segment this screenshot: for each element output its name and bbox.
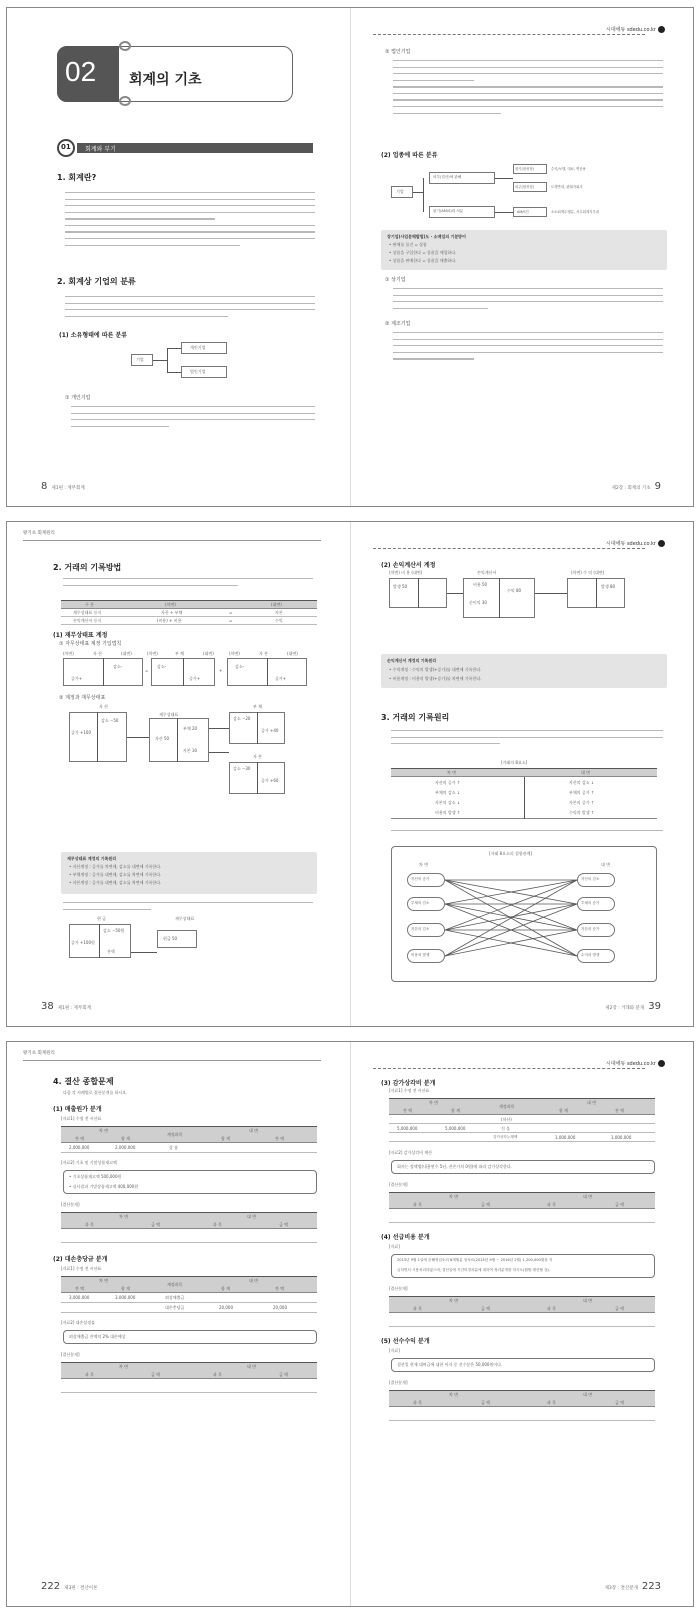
table-header: 합 계: [221, 1136, 230, 1141]
note-item: • 자본계정 : 증가를 대변에, 감소를 차변에 기록한다.: [69, 880, 162, 885]
table-cell: 수익의 발생 ↑: [569, 810, 595, 815]
note-title: 손익계산서 계정의 기록원리: [387, 658, 437, 663]
table-cell: 자본의 감소 ↓: [435, 800, 461, 805]
t-divider: [257, 762, 258, 794]
table-row: [61, 1303, 317, 1313]
data-item: • 기초상품재고액 500,000원: [69, 1174, 122, 1179]
table-header: 과 목: [85, 1372, 94, 1377]
diagram-note: 소소회제수행분, 서무회계지부대: [551, 210, 600, 214]
t-head: (대변): [287, 651, 298, 656]
page-39: [351, 522, 694, 1026]
data-label: [자료]: [389, 1244, 400, 1249]
table-header: 대 변: [583, 1298, 592, 1303]
table-cell: 1,000,000: [611, 1135, 632, 1140]
table-header: 잔 액: [275, 1136, 284, 1141]
table-cell: 2,000,000: [115, 1145, 136, 1150]
t-cell: 감소 −30: [233, 766, 251, 771]
table-header: 금 액: [481, 1400, 490, 1405]
data-label: [자료1] 수정 전 시산표: [389, 1088, 430, 1093]
table-cell: 3,000,000: [115, 1295, 136, 1300]
connector: [423, 178, 424, 212]
running-head-line: [23, 1060, 321, 1061]
t-cell: 감소 −50원: [103, 928, 125, 933]
table-row: [61, 617, 317, 625]
table-header: 차 변: [449, 1298, 458, 1303]
intro-text: 다음 각 사례별로 결산분개를 하시오.: [63, 1090, 128, 1095]
table-cell: 재무상태표 등식: [73, 610, 102, 615]
table-cell: 대손충당금: [165, 1305, 185, 1310]
table-cell: 20,000: [219, 1305, 233, 1310]
diagram-node-label: 외주(합성형): [515, 185, 535, 189]
table-cell: 감가상각누계액: [493, 1135, 518, 1139]
table-row: [389, 1115, 655, 1124]
heading-recording-principle: 3. 거래의 기록원리: [381, 713, 450, 722]
table-cell: 상 품: [169, 1145, 178, 1150]
page-number: 8 제1편 : 재무회계: [41, 481, 85, 492]
diagram-node-label: 자본의 증가: [581, 927, 600, 931]
data-item: 2015년 9월 1일에 본해영업소의 6개월분 임차료(2015년 9월 ~ 2016년 2월) 1,200,000원을 지: [397, 1258, 553, 1262]
bs-cell: 자본 30: [183, 748, 198, 753]
is-cell: 수익 80: [507, 588, 522, 593]
t-cell: 증가+: [275, 676, 287, 681]
table-header: 합 계: [221, 1286, 230, 1291]
data-item: 회사는 정액법(내용연수 5년, 잔존가치 0원)에 따라 감가상각한다.: [397, 1164, 512, 1169]
table-cell: 부채의 감소 ↓: [435, 790, 461, 795]
is-cell: 순이익 30: [469, 600, 487, 605]
trial-balance-table: [61, 1276, 317, 1313]
table-cell: (차산): [501, 1117, 512, 1122]
table-header: 대 변: [583, 1392, 592, 1397]
arrow-line: [127, 737, 149, 738]
answer-table: [61, 1362, 317, 1393]
t-head: (대변): [121, 651, 132, 656]
t-cell: 감소-: [113, 664, 123, 669]
paragraph-lines: [63, 578, 313, 591]
answer-row[interactable]: [389, 1407, 655, 1421]
trial-balance-table: [61, 1126, 317, 1153]
account-label: (차변) 비 용 (대변): [389, 570, 423, 575]
trial-balance-table: [389, 1098, 655, 1142]
diagram-root-label: 기업: [136, 357, 144, 362]
table-header: 계정과목: [499, 1104, 515, 1109]
question-heading: (3) 감가상각비 분개: [381, 1080, 436, 1087]
table-caption: [거래의 8요소]: [501, 760, 528, 765]
answer-row[interactable]: [61, 1379, 317, 1393]
data-item: • 실사결과 기말상품재고액 400,000원: [69, 1184, 139, 1189]
page-number: 제2장 : 회계의 기초 9: [611, 481, 661, 492]
item-corporate: ② 법인기업: [385, 49, 411, 55]
question-heading: (1) 매출원가 분개: [53, 1106, 102, 1113]
table-cell: =: [229, 618, 233, 623]
heading-closing-problems: 4. 결산 종합문제: [53, 1077, 114, 1086]
table-header: 금 액: [279, 1372, 288, 1377]
table-cell: 자본: [275, 610, 283, 615]
table-cell: 20,000: [273, 1305, 287, 1310]
table-header: 금 액: [615, 1400, 624, 1405]
table-header: 대 변: [581, 770, 590, 775]
table-header: 차 변: [449, 1392, 458, 1397]
diagram-node-label: 부채의 증가: [581, 901, 600, 905]
table-row: [61, 1143, 317, 1153]
answer-table: [389, 1192, 655, 1223]
account-label: 재무상태표: [175, 916, 195, 921]
spread-2: [6, 521, 694, 1027]
t-divider: [177, 718, 178, 762]
page-9: [351, 8, 694, 506]
t-cell: 감소-: [157, 664, 167, 669]
bs-cell: 부채 20: [183, 726, 198, 731]
running-head: 왕기초 회계원리: [23, 1051, 55, 1056]
table-header: 과 목: [213, 1222, 222, 1227]
diagram-node-label: AM/S진: [517, 210, 529, 214]
diagram-caption: [거래 8요소의 결합관계]: [489, 851, 532, 856]
item-individual: ① 개인기업: [65, 395, 91, 401]
note-item: • 판매를 물건 = 상품: [389, 242, 427, 247]
item-merchandising: ① 상기업: [385, 277, 406, 283]
answer-label: [결산분개]: [389, 1286, 408, 1291]
data-label: [자료]: [389, 1348, 400, 1353]
diagram-node-label: 개인기업: [190, 345, 206, 350]
chapter-number: 02: [65, 56, 97, 87]
table-cell: 1,000,000: [555, 1135, 576, 1140]
note-item: • 자산계정 : 증가를 차변에, 감소를 대변에 기록한다.: [69, 864, 162, 869]
t-head: 자 본: [259, 651, 268, 656]
running-head: 왕기초 회계원리: [23, 531, 55, 536]
table-header: 차 변: [449, 1194, 458, 1199]
paragraph-lines: [65, 192, 315, 251]
note-item: • 상품을 판매한다 = 상품을 매출하다.: [389, 258, 457, 263]
t-cell: 발생 80: [601, 584, 616, 589]
binder-ring: [119, 96, 131, 106]
equation-table: [61, 600, 317, 625]
sub-heading: (1) 재무상태표 계정: [53, 632, 108, 639]
diagram-node-label: 자본의 감소: [411, 927, 430, 931]
page-223: [351, 1042, 694, 1606]
note-item: • 부채계정 : 증가를 대변에, 감소를 차변에 기록한다.: [69, 872, 162, 877]
table-header: 잔 액: [75, 1136, 84, 1141]
diagram-node-label: 판기(AM/S)대 처분: [433, 209, 464, 213]
table-header: 대 변: [587, 1100, 596, 1105]
table-header: 차 변: [99, 1128, 108, 1133]
account-label: 자 본: [253, 754, 262, 759]
question-heading: (5) 선수수익 분개: [381, 1338, 430, 1345]
account-label: 손익계산서: [477, 570, 497, 575]
heading-classification: 2. 회계상 기업의 분류: [57, 277, 136, 286]
table-header: 금 액: [481, 1202, 490, 1207]
table-cell: 자산의 증가 ↑: [435, 780, 461, 785]
diagram-note: 도생반대, 판래자회사: [551, 185, 583, 189]
t-cell: 증가 +100: [71, 730, 91, 735]
table-cell: 수익: [275, 618, 283, 623]
page-38: [7, 522, 351, 1026]
data-label: [자료1] 수정 전 시산표: [61, 1116, 102, 1121]
table-cell: 자산 + 부채: [161, 610, 183, 615]
paragraph-lines: [71, 406, 315, 432]
table-header: 차 변: [119, 1214, 128, 1219]
t-cell: 증가 +60: [261, 778, 279, 783]
table-cell: 5,000,000: [445, 1126, 466, 1131]
is-cell: 비용 50: [473, 582, 488, 587]
t-cell: 증가 +40: [261, 728, 279, 733]
answer-table: [389, 1296, 655, 1327]
table-header: 금 액: [481, 1306, 490, 1311]
table-header: 과 목: [413, 1306, 422, 1311]
table-row: [61, 609, 317, 617]
table-cell: 자산의 감소 ↓: [569, 780, 595, 785]
data-item: 외상매출금 잔액의 2% 대손예상: [69, 1334, 126, 1339]
table-header: 대 변: [249, 1278, 258, 1283]
connector: [167, 348, 168, 372]
note-title: 장기업(사업분해발법)도 · 소매업의 기분방어: [387, 234, 466, 239]
item: ① 자무상태표 계정 기입법칙: [59, 641, 122, 647]
diagram-root-label: 기업: [396, 189, 404, 194]
table-header: 차 변: [447, 770, 456, 775]
spread-1: [6, 7, 694, 507]
connector: [495, 212, 513, 213]
table-header: 구 분: [85, 602, 94, 607]
arrow-line: [131, 952, 157, 953]
t-head: 부 채: [175, 651, 184, 656]
header-dot-icon: [658, 1060, 665, 1067]
table-header: 차 변: [99, 1278, 108, 1283]
note-item: • 비용계정 : 비용의 발생(+증가)를 차변에 기록한다.: [389, 676, 482, 681]
diagram-node-label: 장기(합성형): [515, 167, 535, 171]
answer-row[interactable]: [61, 1229, 317, 1243]
table-cell: 외상매출금: [165, 1295, 185, 1300]
diagram-head: 대 변: [601, 862, 610, 867]
connector: [153, 360, 167, 361]
t-cell: 잔액: [107, 949, 115, 954]
t-head: (차변): [63, 651, 74, 656]
table-header: 대 변: [247, 1214, 256, 1219]
question-heading: (4) 선급비용 분개: [381, 1234, 430, 1241]
table-header: 합 계: [121, 1136, 130, 1141]
bs-cell: 현금 50: [163, 936, 178, 941]
section-number: 01: [61, 143, 71, 151]
site-header: 시대에듀 sdedu.co.kr: [606, 540, 665, 547]
answer-label: [결산분개]: [389, 1380, 408, 1385]
table-row: [61, 1293, 317, 1303]
data-item: 급하면서 시용처리하였으며, 결산일에 기간미경과분에 대하여 정리분개를 하시오(월할 계산할 것).: [397, 1268, 551, 1272]
table-header: 잔 액: [615, 1108, 624, 1113]
account-label: 자 산: [99, 704, 108, 709]
t-cell: 증가+: [189, 676, 201, 681]
bs-cell: 자산 50: [155, 736, 170, 741]
table-cell: 손익계산서 등식: [73, 618, 102, 623]
note-item: • 상품을 구입한다 = 상품을 매입하다.: [389, 250, 457, 255]
t-cell: 증가+: [71, 676, 83, 681]
t-head: 자 산: [93, 651, 102, 656]
answer-label: [결산분개]: [61, 1352, 80, 1357]
t-cell: 감소 −50: [101, 718, 119, 723]
arrow-line: [209, 728, 229, 729]
section-title: 회계와 부기: [85, 146, 116, 153]
data-item: 결산일 현재 대여금에 대한 이자 중 선수분은 50,000원이다.: [397, 1362, 503, 1367]
table-cell: 부채의 증가 ↑: [569, 790, 595, 795]
answer-row[interactable]: [389, 1313, 655, 1327]
table-header: 금 액: [151, 1372, 160, 1377]
table-header: 과 목: [413, 1202, 422, 1207]
table-cell: (비용) + 비용: [157, 618, 182, 623]
table-header: 계정과목: [167, 1282, 183, 1287]
paragraph-lines: [393, 288, 663, 314]
t-cell: 증가 +100원: [71, 940, 95, 945]
table-header: 금 액: [151, 1222, 160, 1227]
t-divider: [103, 658, 104, 686]
sub-heading: (2) 손익계산서 계정: [381, 562, 436, 569]
combination-lines: [351, 522, 694, 1027]
page-8: [7, 8, 351, 506]
table-cell: 건 물: [501, 1126, 510, 1131]
table-header: 과 목: [213, 1372, 222, 1377]
table-header: 차 변: [429, 1100, 438, 1105]
table-header: 대 변: [583, 1194, 592, 1199]
table-header: 합 계: [121, 1286, 130, 1291]
table-header: 잔 액: [275, 1286, 284, 1291]
arrow-line: [209, 752, 229, 753]
diagram-node-label: 외부(결산)에 관해: [433, 175, 462, 179]
data-label: [자료1] 수정 전 시산표: [61, 1266, 102, 1271]
table-header: 과 목: [547, 1400, 556, 1405]
data-label: [자료2] 기초 및 기말상품재고액: [61, 1160, 117, 1165]
plus-sign: +: [219, 668, 223, 673]
account-label: 현 금: [97, 916, 106, 921]
table-header: (대변): [271, 602, 282, 607]
paragraph-lines: [65, 296, 315, 322]
diagram-node-label: 자산의 감소: [581, 877, 600, 881]
account-label: 부 채: [253, 704, 262, 709]
table-cell: 5,000,000: [397, 1126, 418, 1131]
diagram-note: 수익/보행, 대료, 벽운용: [551, 167, 586, 171]
table-header: 잔 액: [75, 1286, 84, 1291]
table-header: 대 변: [249, 1128, 258, 1133]
t-divider: [97, 712, 98, 762]
table-header: 차 변: [119, 1364, 128, 1369]
answer-label: [결산분개]: [389, 1182, 408, 1187]
site-header: 시대에듀 sdedu.co.kr: [606, 26, 665, 33]
header-dot-icon: [658, 26, 665, 33]
table-header: 과 목: [547, 1306, 556, 1311]
sub-heading: (1) 소유형태에 따른 분류: [59, 332, 128, 339]
diagram-head: 차 변: [419, 862, 428, 867]
table-cell: 자본의 증가 ↑: [569, 800, 595, 805]
table-header: 금 액: [615, 1306, 624, 1311]
table-header: 합 계: [559, 1108, 568, 1113]
answer-label: [결산분개]: [61, 1202, 80, 1207]
bs-title: 재무상태표: [159, 712, 179, 717]
note-item: • 수익계정 : 수익의 발생(+증가)를 대변에 기록한다.: [389, 667, 482, 672]
spread-3: [6, 1041, 694, 1607]
t-head: (차변): [147, 651, 158, 656]
connector: [167, 372, 181, 373]
equals-sign: =: [145, 668, 149, 673]
diagram-node-label: 법인기업: [190, 369, 206, 374]
paragraph-lines: [393, 60, 663, 119]
heading-recording-method: 2. 거래의 기록방법: [53, 563, 122, 572]
t-cell: 감소 −20: [233, 716, 251, 721]
connector: [413, 192, 423, 193]
answer-row[interactable]: [389, 1209, 655, 1223]
t-divider: [99, 924, 100, 958]
item-manufacturing: ② 제조기업: [385, 321, 411, 327]
connector: [495, 178, 513, 179]
site-header: 시대에듀 sdedu.co.kr: [606, 1060, 665, 1067]
heading-what-is-accounting: 1. 회계란?: [57, 173, 97, 182]
connector: [167, 348, 181, 349]
t-cell: 감소-: [235, 664, 245, 669]
note-title: 재무상태표 계정의 기록원리: [67, 856, 117, 861]
page-number: 222 제3편 : 결산이론: [41, 1581, 98, 1592]
diagram-node-label: 수익의 발생: [581, 953, 600, 957]
page-222: [7, 1042, 351, 1606]
table-cell: 3,000,000: [69, 1295, 90, 1300]
table-cell: 비용의 발생 ↑: [435, 810, 461, 815]
header-dashes: [373, 34, 645, 35]
table-header: 과 목: [547, 1202, 556, 1207]
table-cell: 2,000,000: [69, 1145, 90, 1150]
diagram-node-label: 부채의 감소: [411, 901, 430, 905]
t-divider: [183, 658, 184, 686]
paragraph-lines: [393, 332, 663, 365]
header-dashes: [373, 1068, 645, 1069]
chapter-title: 회계의 기초: [129, 72, 202, 88]
data-label: [자료2] 대손설정률: [61, 1320, 95, 1325]
data-label: [자료2] 감가상각비 계산: [389, 1150, 432, 1155]
t-divider: [267, 658, 268, 686]
diagram-node-label: 자산의 증가: [411, 877, 430, 881]
item: ② 계정과 재무상태표: [59, 695, 106, 701]
binder-ring: [119, 41, 131, 51]
table-row: [389, 1133, 655, 1142]
t-head: (대변): [203, 651, 214, 656]
table-header: 잔 액: [403, 1108, 412, 1113]
table-header: 금 액: [615, 1202, 624, 1207]
table-header: 합 계: [451, 1108, 460, 1113]
paragraph-lines: [63, 902, 313, 915]
answer-table: [61, 1212, 317, 1243]
t-cell: 발생 50: [393, 584, 408, 589]
table-header: 계정과목: [167, 1132, 183, 1137]
table-header: (차변): [165, 602, 176, 607]
table-row: [389, 1124, 655, 1133]
account-label: (차변) 수 익 (대변): [571, 570, 605, 575]
table-header: 대 변: [247, 1364, 256, 1369]
page-number: 제3장 : 결산분개 223: [604, 1581, 661, 1592]
page-number: 제2장 : 거래와 분개 39: [605, 1001, 661, 1012]
table-cell: =: [229, 610, 233, 615]
page-number: 38 제1편 : 재무회계: [41, 1001, 92, 1012]
table-header: 금 액: [279, 1222, 288, 1227]
table-header: 과 목: [413, 1400, 422, 1405]
t-divider: [257, 712, 258, 744]
answer-table: [389, 1390, 655, 1421]
running-head-line: [23, 540, 321, 541]
sub-heading: (2) 업종에 따른 분류: [381, 152, 438, 159]
t-head: (차변): [229, 651, 240, 656]
table-header: 과 목: [85, 1222, 94, 1227]
diagram-node-label: 비용의 발생: [411, 953, 430, 957]
question-heading: (2) 대손충당금 분개: [53, 1256, 108, 1263]
